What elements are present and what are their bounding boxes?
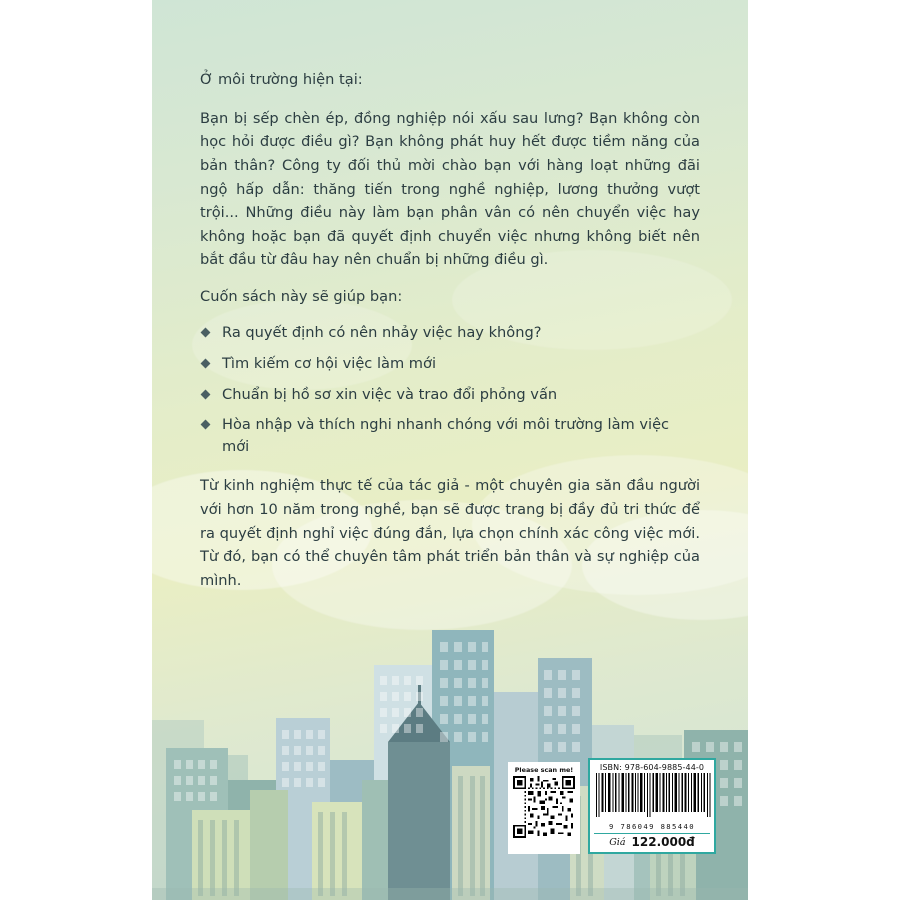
- diamond-bullet-icon: [201, 389, 211, 399]
- qr-code-icon[interactable]: [513, 776, 575, 838]
- book-cover: [152, 0, 748, 900]
- diamond-bullet-icon: [201, 327, 211, 337]
- list-item: [200, 353, 700, 375]
- list-item: [200, 322, 700, 344]
- diamond-bullet-icon: [201, 420, 211, 430]
- isbn-number: ISBN: 978-604-9885-44-0: [599, 763, 705, 772]
- list-item-label: Hòa nhập và thích nghi nhanh chóng với môi trường làm việc mới: [222, 416, 670, 456]
- price-row: [594, 833, 710, 849]
- list-item-label: Ra quyết định có nên nhảy việc hay không?: [222, 323, 542, 341]
- price-value: 122.000đ: [631, 835, 695, 849]
- barcode-digits: 9 786049 885440: [609, 822, 695, 831]
- lead-in-line: Cuốn sách này sẽ giúp bạn:: [200, 288, 403, 306]
- body-paragraph-1: Bạn bị sếp chèn ép, đồng nghiệp nói xấu sau lưng? Bạn không còn học hỏi được điều gì? Bạn không phát huy hết được tiềm năng của bản thân? Công ty đối thủ mời chào bạn với hàng loạt những đãi ngộ hấp dẫn: thăng tiến trong nghề nghiệp, lương thưởng vượt trội... Những điều này làm bạn phân vân có nên chuyển việc hay không hoặc bạn đã quyết định chuyển việc nhưng không biết nên bắt đầu từ đâu hay nên chuẩn bị những điều gì.: [200, 109, 700, 269]
- benefit-list: [200, 322, 700, 458]
- qr-code-panel[interactable]: [508, 762, 580, 854]
- back-cover-text: [200, 68, 700, 605]
- list-item: [200, 384, 700, 406]
- list-item: [200, 414, 700, 458]
- list-item-label: Tìm kiếm cơ hội việc làm mới: [222, 354, 437, 372]
- isbn-barcode-panel: [588, 758, 716, 854]
- barcode-icon: [594, 773, 712, 817]
- intro-line: Ở môi trường hiện tại:: [200, 71, 363, 88]
- price-label: Giá: [609, 836, 626, 848]
- list-item-label: Chuẩn bị hồ sơ xin việc và trao đổi phỏng vấn: [222, 385, 558, 403]
- body-paragraph-2: Từ kinh nghiệm thực tế của tác giả - một chuyên gia săn đầu người với hơn 10 năm trong nghề, bạn sẽ được trang bị đầy đủ tri thức để ra quyết định nghỉ việc đúng đắn, lựa chọn chính xác công việc mới. Từ đó, bạn có thể chuyên tâm phát triển bản thân và sự nghiệp của mình.: [200, 477, 700, 589]
- diamond-bullet-icon: [201, 358, 211, 368]
- qr-code-label: Please scan me!: [514, 766, 574, 774]
